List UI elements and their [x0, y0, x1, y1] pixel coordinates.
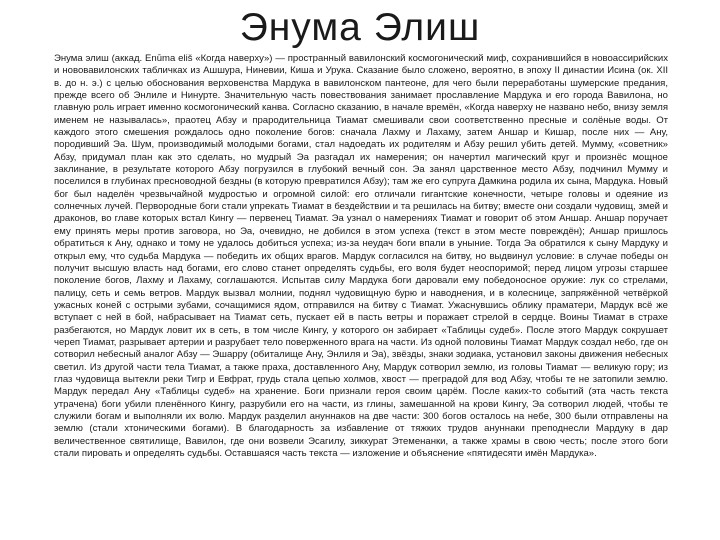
page-title: Энума Элиш	[239, 6, 481, 49]
body-paragraph: Энума элиш (аккад. Enūma eliš «Когда наверху») — пространный вавилонский космогонический миф, сохранившийся в новоассирийских и нововавилонских табличках из Ашшура, Ниневии, Киша и Урука. Сказание было сложено, вероятно, в эпоху II династии Исина (ок. XII в. до н. э.) с целью обоснования верховенства Мардука в вавилонском пантеоне, для чего были переработаны шумерские предания, прежде всего об Энлиле и Нинурте. Значительную часть повествования занимает прославление Мардука и его города Вавилона, но главную роль играет именно космогонический канва. Согласно сказанию, в начале времён, «Когда наверху не названо небо, внизу земля именем не называлась», праотец Абзу и прародительница Тиамат смешивали свои соответственно пресные и солёные воды. От каждого этого смешения рождалось одно поколение богов: сначала Лахму и Лахаму, затем Аншар и Кишар, после них — Ану, породивший Эа. Шум, производимый молодыми богами, стал надоедать их родителям и Абзу решил убить детей. Мумму, «советник» Абзу, придумал план как это сделать, но мудрый Эа разгадал их намерения; он начертил магический круг и произнёс мощное заклинание, в результате которого Абзу погрузился в глубокий вечный сон. Эа занял царственное место Абзу, подчинил Мумму и поселился в глубинах пресноводной бездны (в которую превратился Абзу); там же его супруга Дамкина родила их сына, Мардука. Новый бог был наделён чрезвычайной мудростью и огромной силой: его отличали гигантские конечности, четыре головы и одеяние из солнечных лучей. Первородные боги стали упрекать Тиамат в бездействии и та решилась на битву; вместе они создали чудовищ, змей и драконов, во главе которых встал Кингу — первенец Тиамат. Эа узнал о намерениях Тиамат и говорит об этом Аншар. Аншар поручает ему принять меры против заговора, но Эа, очевидно, не добился в этом успеха (текст в этом месте повреждён); Аншар пришлось обратиться к Ану, однако и тому не удалось добиться успеха; из-за неудач боги впали в уныние. Тогда Эа обратился к сыну Мардуку и открыл ему, что судьба Мардука — победить их общих врагов. Мардук согласился на битву, но выдвинул условие: в случае победы он получит высшую власть над богами, его слово станет определять судьбы, его воля будет неоспоримой; перед лицом угрозы старшее поколение богов, Лахму и Лахаму, соглашаются. Испытав силу Мардука боги даровали ему победоносное оружие: лук со стрелами, палицу, сеть и семь ветров. Мардук вызвал молнии, поднял чудовищную бурю и наводнения, и в колеснице, запряжённой четвёркой ужасных коней с острыми зубами, сочащимися ядом, отправился на битву с Тиамат. Ужаснувшись облику праматери, Мардук всё же вступает с ней в бой, набрасывает на Тиамат сеть, пускает ей в пасть ветры и поражает стрелой в сердце. Воины Тиамат в страхе разбегаются, но Мардук ловит их в сеть, в том числе Кингу, у которого он забирает «Таблицы судеб». После этого Мардук сокрушает череп Тиамат, разрывает артерии и разрубает тело поверженного врага на части. Из одной половины Тиамат Мардук создал небо, где он сотворил небесный аналог Абзу — Эшарру (обиталище Ану, Энлиля и Эа), звёзды, знаки зодиака, установил законы движения небесных светил. Из другой части тела Тиамат, а также праха, доставленного Ану, Мардук сотворил землю, из головы Тиамат — великую гору; из глаз чудовища вытекли реки Тигр и Евфрат, грудь стала цепью холмов, хвост — преградой для вод Абзу, чтобы те не затопили землю. Мардук передал Ану «Таблицы судеб» на хранение. Боги признали героя своим царём. После каких-то событий (эта часть текста утрачена) боги убили пленённого Кингу, разрубили его на части, из глины, замешанной на крови Кингу, Эа сотворил людей, чтобы те служили богам и выполняли их волю. Мардук разделил ануннаков на две части: 300 богов осталось на небе, 300 были отправлены на землю (стали хтоническими богами). В благодарность за избавление от тяжких трудов ануннаки преподнесли Мардуку в дар величественное святилище, Вавилон, где они возвели Эсагилу, зиккурат Этеменанки, а также храмы в свою честь; после этого боги стали пировать и определять судьбы. Оставшаяся часть текста — изложение и объяснение «пятидесяти имён Мардука».	[54, 53, 668, 459]
